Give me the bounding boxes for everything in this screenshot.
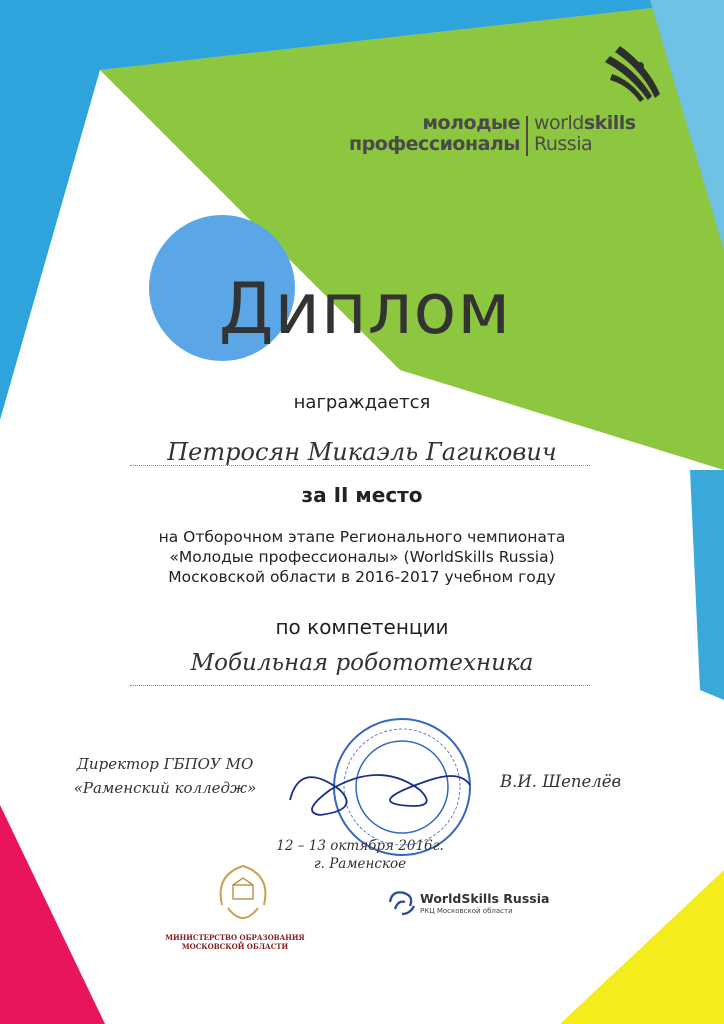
logo-russia: Russia <box>534 133 593 155</box>
wsr-logo-text: WorldSkills Russia <box>420 891 550 906</box>
award-place: за II место <box>301 483 423 507</box>
logo-world: world <box>534 112 584 134</box>
competence-label: по компетенции <box>275 615 449 639</box>
worldskills-hand-icon <box>390 892 414 914</box>
logo-skills: skills <box>583 112 636 134</box>
ministry-emblem-icon <box>221 866 266 918</box>
logo-line1-ru: молодые <box>422 112 520 134</box>
event-description <box>100 527 624 587</box>
logo-text-en <box>534 113 674 155</box>
ministry-line: МОСКОВСКОЙ ОБЛАСТИ <box>181 942 289 951</box>
signer-name: В.И. Шепелёв <box>500 772 622 791</box>
description-line: на Отборочном этапе Регионального чемпионата <box>158 528 566 546</box>
event-city: г. Раменское <box>313 856 407 872</box>
ministry-line: МИНИСТЕРСТВО ОБРАЗОВАНИЯ <box>165 933 305 942</box>
magenta-shape <box>0 805 105 1024</box>
description-line: Московской области в 2016-2017 учебном году <box>168 568 556 586</box>
wsr-logo-subtitle: РКЦ Московской области <box>420 907 513 915</box>
competence-dotted-line <box>130 685 590 686</box>
description-line: «Молодые профессионалы» (WorldSkills Russia) <box>169 548 555 566</box>
cyan-right-strip <box>690 470 724 700</box>
awarded-text: награждается <box>293 392 431 413</box>
seal-stamp <box>334 719 470 855</box>
director-title <box>60 752 270 800</box>
logo-text-ru <box>330 113 520 155</box>
date-place <box>260 837 460 873</box>
director-line: Директор ГБПОУ МО <box>76 755 254 773</box>
yellow-shape <box>560 870 724 1024</box>
director-line: «Раменский колледж» <box>73 779 257 797</box>
competence-name: Мобильная робототехника <box>190 650 534 676</box>
logo-separator <box>526 116 528 156</box>
recipient-name: Петросян Микаэль Гагикович <box>167 438 557 466</box>
ministry-caption <box>160 933 310 951</box>
logo-line2-ru: профессионалы <box>349 133 520 155</box>
event-date: 12 – 13 октября 2016г. <box>276 838 444 854</box>
recipient-dotted-line <box>130 465 590 466</box>
diploma-title: Диплом <box>218 268 512 350</box>
